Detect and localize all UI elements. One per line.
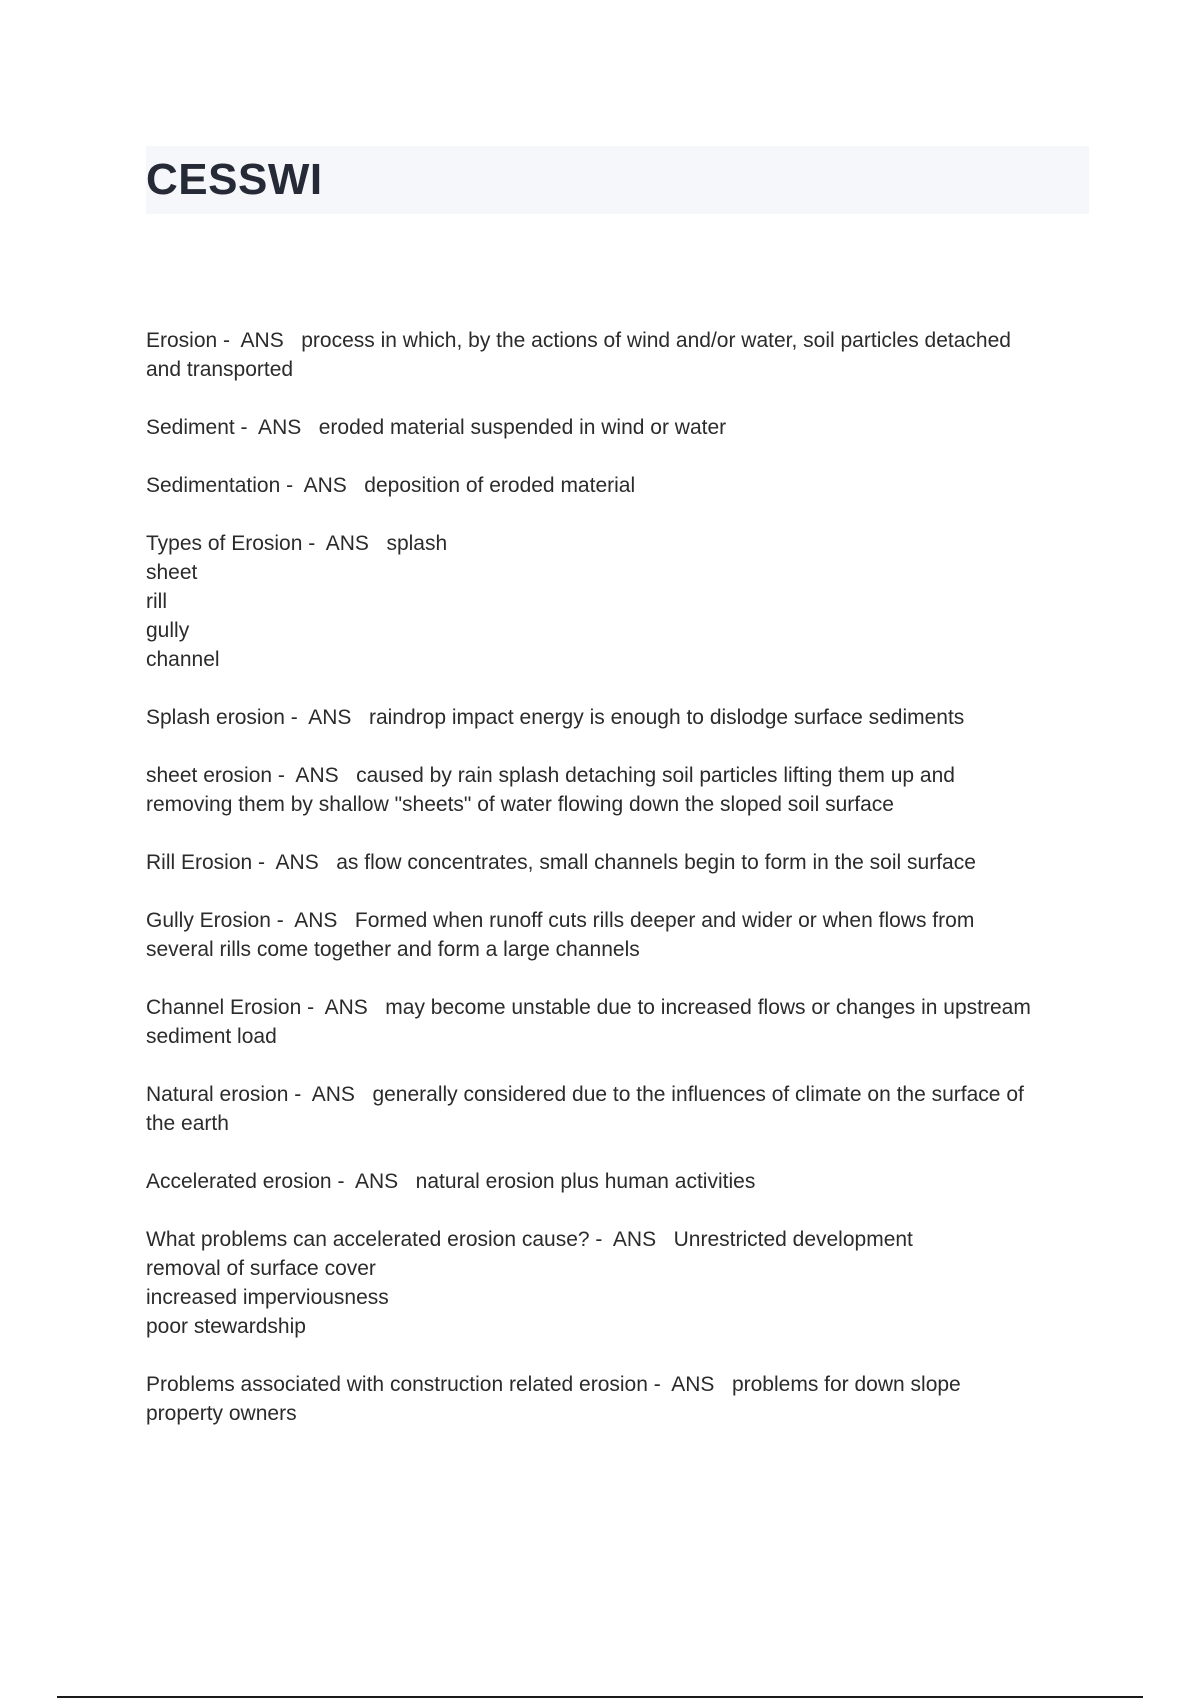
- answer-separator: - ANS: [301, 996, 386, 1019]
- flashcard-first-line: [146, 993, 1096, 1022]
- answer-separator: - ANS: [647, 1373, 732, 1396]
- flashcard-entry: [146, 703, 1096, 732]
- answer-separator: - ANS: [252, 851, 337, 874]
- flashcard-answer: natural erosion plus human activities: [415, 1170, 756, 1193]
- flashcard-term: Sedimentation: [146, 474, 281, 497]
- flashcard-answer: Formed when runoff cuts rills deeper and wider or when flows from: [354, 909, 975, 932]
- flashcard-first-line: [146, 848, 1096, 877]
- answer-separator: - ANS: [331, 1170, 416, 1193]
- answer-separator: - ANS: [284, 706, 369, 729]
- answer-separator: - ANS: [217, 329, 302, 352]
- flashcard-answer: deposition of eroded material: [364, 474, 636, 497]
- document-title: CESSWI: [146, 155, 323, 204]
- answer-separator: - ANS: [280, 474, 365, 497]
- flashcard-answer-line: several rills come together and form a large channels: [146, 938, 640, 961]
- flashcard-entry: [146, 1370, 1096, 1428]
- flashcard-first-line: [146, 1080, 1096, 1109]
- flashcard-entry: [146, 1080, 1096, 1138]
- flashcard-entry: [146, 993, 1096, 1051]
- flashcard-term: sheet erosion: [146, 764, 273, 787]
- flashcard-entry: [146, 848, 1096, 877]
- flashcard-entry: [146, 529, 1096, 674]
- flashcard-answer-line: gully: [146, 619, 190, 642]
- flashcard-entry: [146, 413, 1096, 442]
- flashcard-first-line: [146, 906, 1096, 935]
- flashcard-answer-line: channel: [146, 648, 220, 671]
- flashcard-entry: [146, 471, 1096, 500]
- flashcard-answer-line: and transported: [146, 358, 294, 381]
- flashcard-first-line: [146, 529, 1096, 558]
- answer-separator: - ANS: [272, 764, 357, 787]
- flashcard-first-line: [146, 761, 1096, 790]
- flashcard-list: [146, 326, 1096, 1457]
- answer-separator: - ANS: [302, 532, 387, 555]
- flashcard-answer-line: property owners: [146, 1402, 297, 1425]
- flashcard-answer-line: removal of surface cover: [146, 1257, 376, 1280]
- flashcard-first-line: [146, 1225, 1096, 1254]
- flashcard-answer: caused by rain splash detaching soil particles lifting them up and: [356, 764, 955, 787]
- flashcard-first-line: [146, 1167, 1096, 1196]
- page-bottom-rule: [57, 1696, 1143, 1698]
- flashcard-first-line: [146, 471, 1096, 500]
- flashcard-entry: [146, 906, 1096, 964]
- flashcard-answer: eroded material suspended in wind or water: [318, 416, 727, 439]
- flashcard-answer: generally considered due to the influences of climate on the surface of: [372, 1083, 1024, 1106]
- flashcard-entry: [146, 761, 1096, 819]
- flashcard-term: Accelerated erosion: [146, 1170, 332, 1193]
- flashcard-answer-line: removing them by shallow "sheets" of water flowing down the sloped soil surface: [146, 793, 894, 816]
- flashcard-answer-line: increased imperviousness: [146, 1286, 389, 1309]
- flashcard-answer: splash: [386, 532, 448, 555]
- flashcard-first-line: [146, 326, 1096, 355]
- flashcard-answer: Unrestricted development: [673, 1228, 913, 1251]
- flashcard-answer: problems for down slope: [731, 1373, 961, 1396]
- flashcard-answer-line: poor stewardship: [146, 1315, 306, 1338]
- flashcard-term: Gully Erosion: [146, 909, 271, 932]
- flashcard-term: What problems can accelerated erosion cause?: [146, 1228, 590, 1251]
- flashcard-term: Natural erosion: [146, 1083, 289, 1106]
- flashcard-term: Types of Erosion: [146, 532, 303, 555]
- flashcard-term: Sediment: [146, 416, 235, 439]
- flashcard-answer-line: rill: [146, 590, 167, 613]
- flashcard-answer-line: sediment load: [146, 1025, 277, 1048]
- flashcard-term: Splash erosion: [146, 706, 285, 729]
- flashcard-term: Rill Erosion: [146, 851, 253, 874]
- flashcard-term: Erosion: [146, 329, 218, 352]
- flashcard-entry: [146, 1225, 1096, 1341]
- answer-separator: - ANS: [589, 1228, 674, 1251]
- flashcard-entry: [146, 326, 1096, 384]
- flashcard-answer: as flow concentrates, small channels begin to form in the soil surface: [336, 851, 976, 874]
- flashcard-term: Channel Erosion: [146, 996, 302, 1019]
- flashcard-answer-line: the earth: [146, 1112, 229, 1135]
- flashcard-first-line: [146, 413, 1096, 442]
- title-band: [146, 146, 1089, 214]
- flashcard-entry: [146, 1167, 1096, 1196]
- flashcard-answer: raindrop impact energy is enough to dislodge surface sediments: [368, 706, 965, 729]
- flashcard-answer: may become unstable due to increased flows or changes in upstream: [385, 996, 1031, 1019]
- answer-separator: - ANS: [270, 909, 355, 932]
- flashcard-answer: process in which, by the actions of wind and/or water, soil particles detached: [301, 329, 1011, 352]
- flashcard-term: Problems associated with construction related erosion: [146, 1373, 648, 1396]
- flashcard-answer-line: sheet: [146, 561, 198, 584]
- answer-separator: - ANS: [234, 416, 319, 439]
- flashcard-first-line: [146, 703, 1096, 732]
- flashcard-first-line: [146, 1370, 1096, 1399]
- answer-separator: - ANS: [288, 1083, 373, 1106]
